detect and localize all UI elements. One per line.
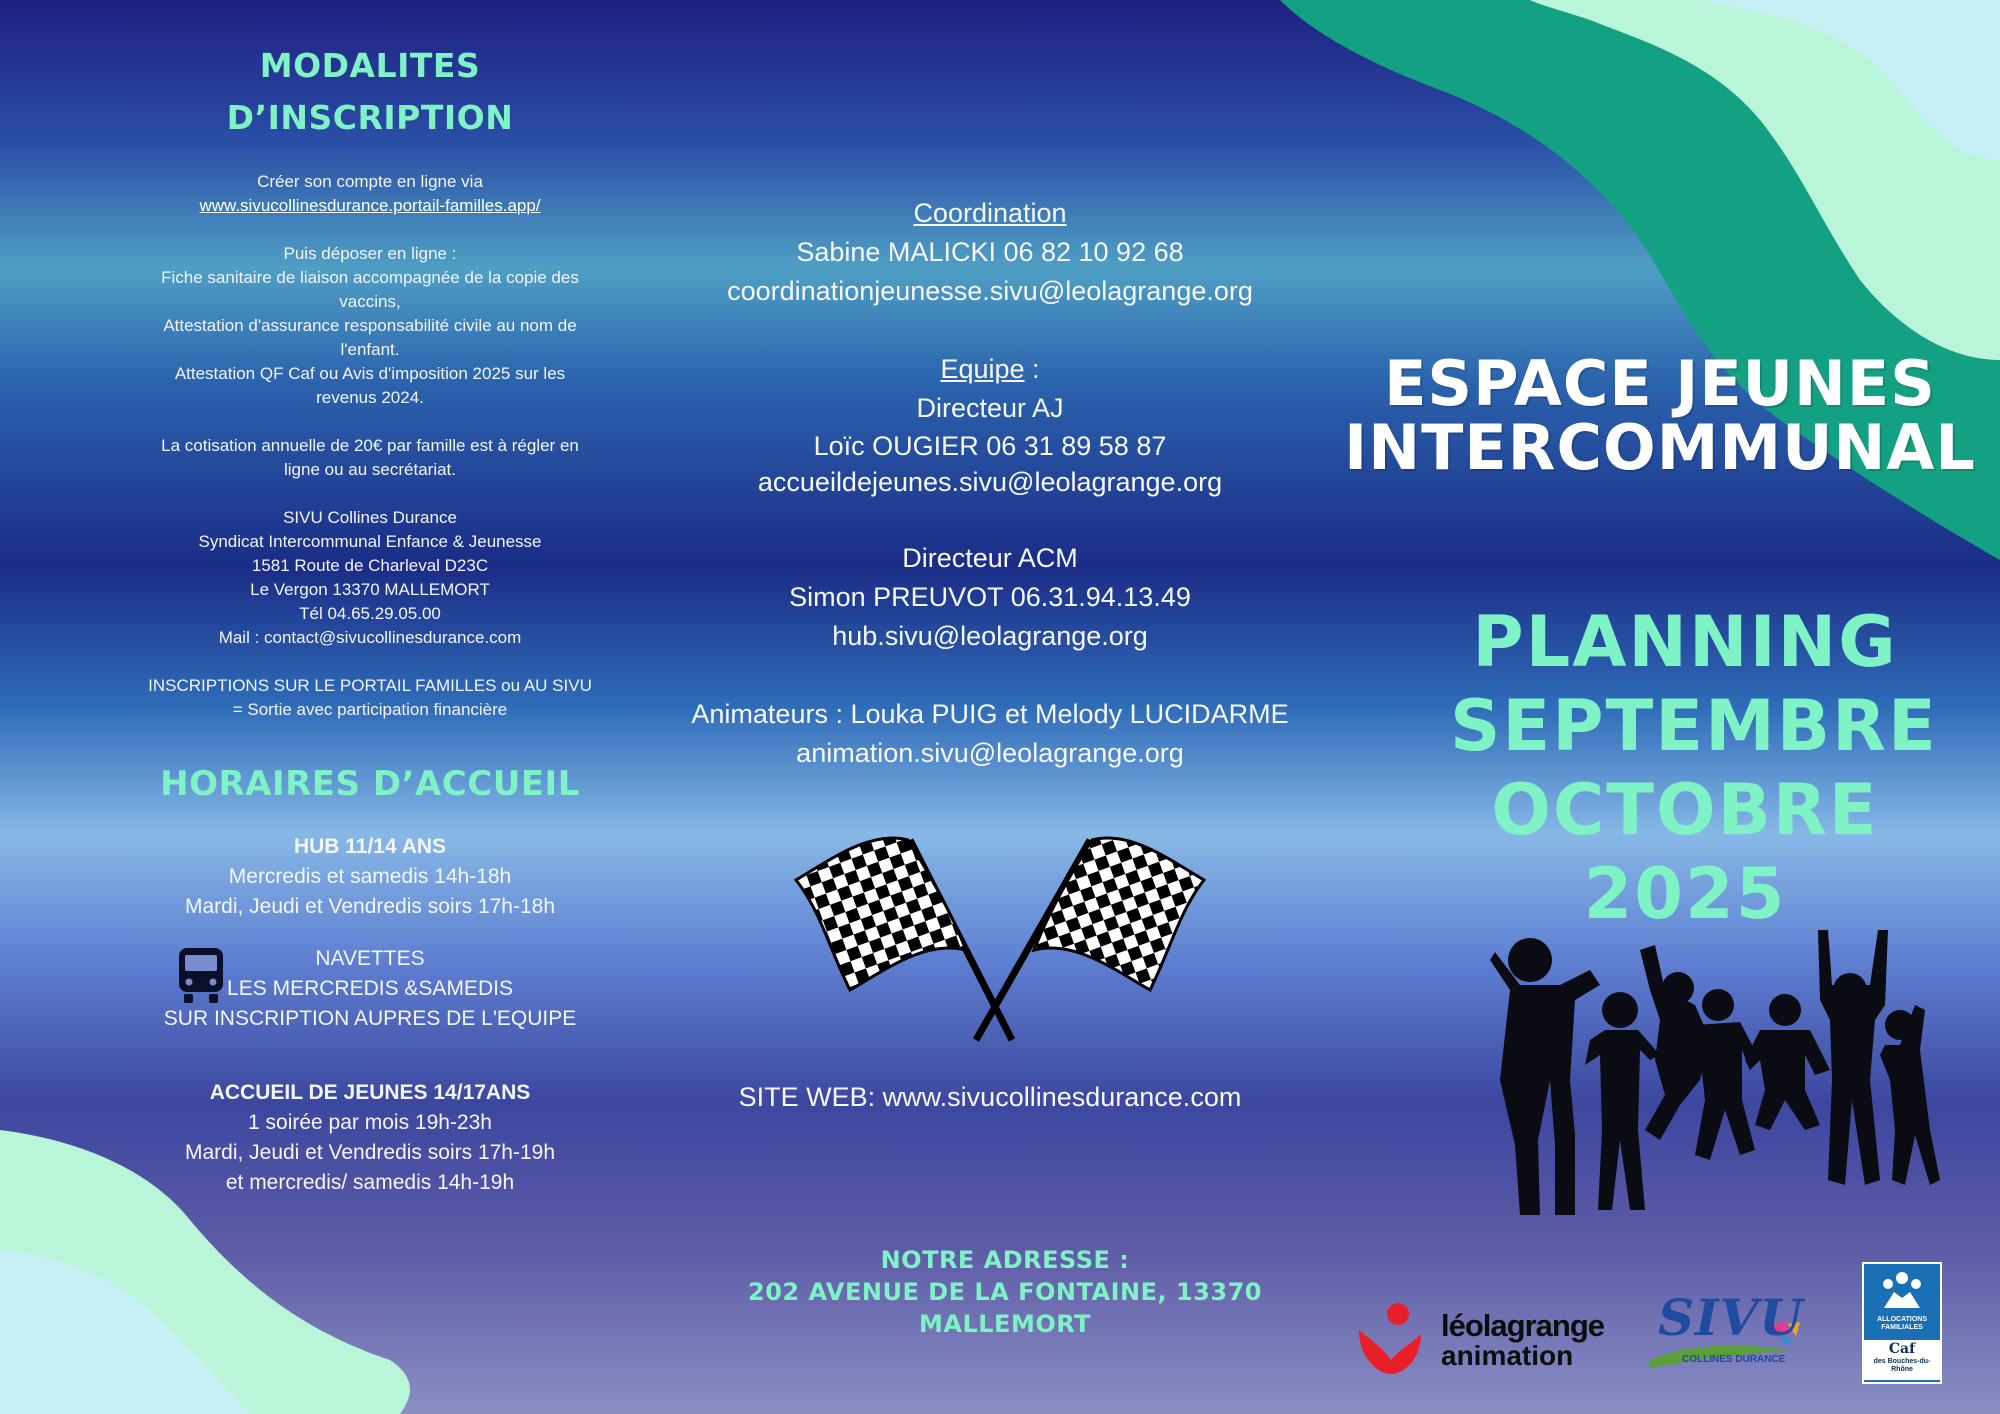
reg-line: l'enfant. [340, 340, 400, 359]
month-2: OCTOBRE [1491, 769, 1879, 851]
youth-block [140, 1078, 600, 1198]
team-label: Equipe [940, 354, 1025, 384]
youth-line: Mardi, Jeudi et Vendredis soirs 17h-19h [184, 1141, 556, 1164]
planning-word: PLANNING [1472, 601, 1898, 683]
address-block [680, 1244, 1330, 1340]
acm-role: Directeur ACM [902, 543, 1078, 573]
address-label: NOTRE ADRESSE : [880, 1246, 1130, 1274]
reg-line: = Sortie avec participation financière [232, 700, 508, 719]
reg-line: Attestation QF Caf ou Avis d'imposition 2025 sur les [174, 364, 566, 383]
sivu-name: SIVU [1658, 1288, 1804, 1347]
acm-name: Simon PREUVOT 06.31.94.13.49 [789, 582, 1191, 612]
registration-section [140, 40, 600, 722]
reg-line: 1581 Route de Charleval D23C [251, 556, 489, 575]
reg-line: Attestation d'assurance responsabilité civile au nom de [163, 316, 577, 335]
reg-line: Puis déposer en ligne : [283, 244, 457, 263]
contacts-section [680, 194, 1300, 773]
coord-email[interactable]: coordinationjeunesse.sivu@leolagrange.org [727, 276, 1253, 306]
planning-block [1450, 600, 1938, 936]
reg-line: vaccins, [339, 292, 401, 311]
shuttle-block [140, 944, 600, 1034]
aj-name: Loïc OUGIER 06 31 89 58 87 [813, 431, 1167, 461]
youth-line: et mercredis/ samedis 14h-19h [225, 1171, 515, 1194]
title-line-1: ESPACE JEUNES [1384, 347, 1936, 420]
shuttle-line: LES MERCREDIS &SAMEDIS [227, 977, 513, 1000]
leo-lagrange-logo [1355, 1300, 1615, 1376]
youth-line: 1 soirée par mois 19h-23h [248, 1111, 492, 1134]
sivu-logo [1640, 1288, 1820, 1378]
aj-role: Directeur AJ [916, 393, 1064, 423]
registration-text [140, 170, 600, 722]
reg-line: revenus 2024. [316, 388, 424, 407]
coord-label: Coordination [913, 198, 1067, 228]
website[interactable]: SITE WEB: www.sivucollinesdurance.com [738, 1082, 1242, 1112]
reg-line: Syndicat Intercommunal Enfance & Jeunesse [198, 532, 542, 551]
address-text: 202 AVENUE DE LA FONTAINE, 13370 MALLEMORT [748, 1278, 1262, 1338]
hub-block [140, 832, 600, 922]
team-colon: : [1024, 354, 1040, 384]
hours-section [140, 760, 600, 1198]
month-1: SEPTEMBRE [1450, 685, 1938, 767]
jumping-youth-silhouettes-icon [1460, 930, 1940, 1220]
portal-link[interactable]: www.sivucollinesdurance.portail-familles.app/ [199, 196, 541, 215]
animators: Animateurs : Louka PUIG et Melody LUCIDARME [691, 699, 1289, 729]
caf-region: des Bouches-du-Rhône [1873, 1358, 1931, 1373]
reg-line: Créer son compte en ligne via [257, 172, 483, 191]
reg-line: INSCRIPTIONS SUR LE PORTAIL FAMILLES ou AU SIVU [148, 676, 592, 695]
main-title [1330, 347, 1990, 484]
aj-email[interactable]: accueildejeunes.sivu@leolagrange.org [757, 467, 1223, 497]
caf-name: Caf [1864, 1340, 1940, 1380]
reg-line: La cotisation annuelle de 20€ par famille est à régler en [161, 436, 579, 455]
caf-family-icon [1864, 1268, 1940, 1314]
animators-email[interactable]: animation.sivu@leolagrange.org [796, 738, 1184, 768]
hub-line: Mercredis et samedis 14h-18h [228, 865, 512, 888]
hours-title: HORAIRES D’ACCUEIL [160, 764, 580, 804]
reg-line: Tél 04.65.29.05.00 [299, 604, 441, 623]
reg-line: ligne ou au secrétariat. [284, 460, 456, 479]
sivu-sub: COLLINES DURANCE [1682, 1354, 1786, 1365]
acm-email[interactable]: hub.sivu@leolagrange.org [832, 621, 1148, 651]
leo-line-2: animation [1441, 1340, 1574, 1371]
checkered-flags-icon [790, 830, 1210, 1050]
hub-title: HUB 11/14 ANS [293, 835, 447, 858]
youth-title: ACCUEIL DE JEUNES 14/17ANS [209, 1081, 531, 1104]
reg-line: SIVU Collines Durance [283, 508, 457, 527]
reg-line: Le Vergon 13370 MALLEMORT [250, 580, 490, 599]
year: 2025 [1583, 853, 1787, 935]
bus-icon [176, 946, 226, 1006]
hub-line: Mardi, Jeudi et Vendredis soirs 17h-18h [184, 895, 556, 918]
coord-name: Sabine MALICKI 06 82 10 92 68 [796, 237, 1184, 267]
caf-top: ALLOCATIONS FAMILIALES [1876, 1316, 1928, 1331]
shuttle-line: NAVETTES [315, 947, 425, 970]
reg-line: Mail : contact@sivucollinesdurance.com [218, 628, 522, 647]
shuttle-line: SUR INSCRIPTION AUPRES DE L'EQUIPE [163, 1007, 577, 1030]
leo-lagrange-emblem-icon [1355, 1300, 1425, 1376]
registration-title: MODALITES D’INSCRIPTION [226, 46, 514, 137]
title-line-2: INTERCOMMUNAL [1344, 411, 1976, 484]
team-heading [680, 350, 1300, 389]
reg-line: Fiche sanitaire de liaison accompagnée de la copie des [161, 268, 579, 287]
caf-logo [1862, 1262, 1942, 1384]
leo-line-1: léolagrange [1441, 1308, 1604, 1343]
